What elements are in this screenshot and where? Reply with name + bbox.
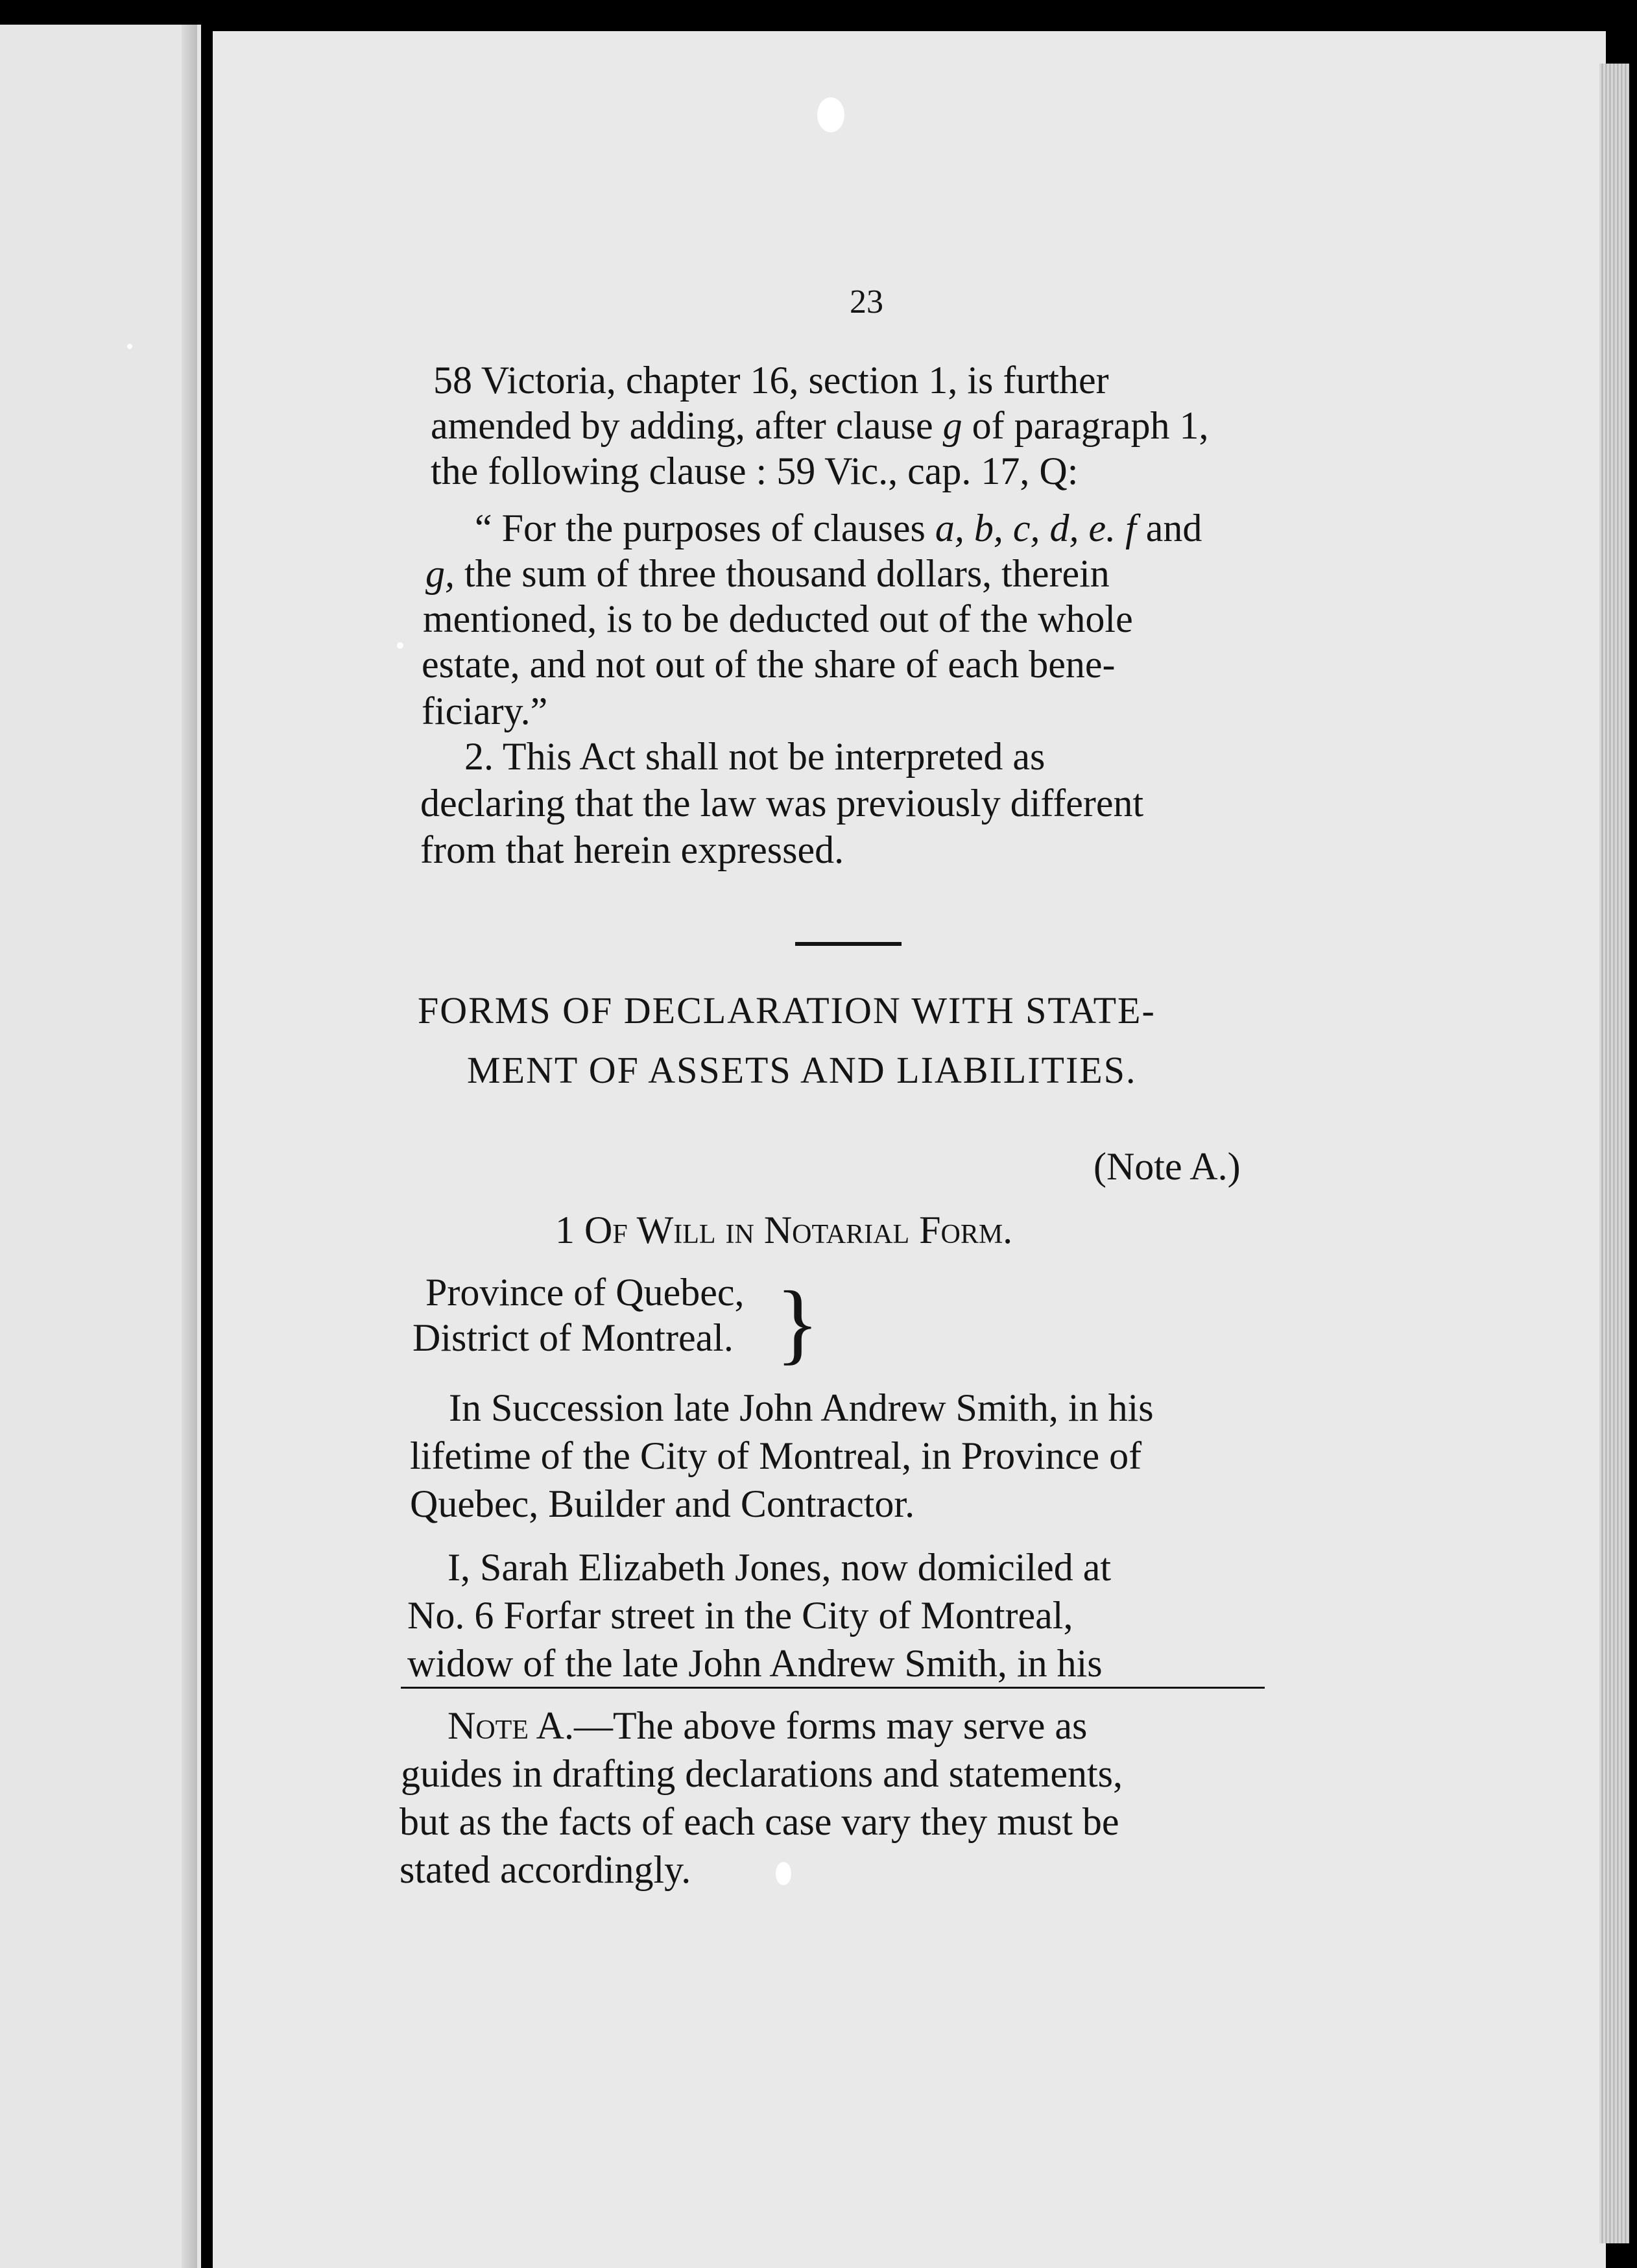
scan-speck <box>397 642 403 649</box>
note-reference: (Note A.) <box>1093 1145 1241 1188</box>
body-line: amended by adding, after clause g of paragraph 1, <box>431 404 1209 447</box>
section-heading: FORMS OF DECLARATION WITH STATE- <box>418 989 1156 1031</box>
body-line: lifetime of the City of Montreal, in Province of <box>410 1434 1142 1477</box>
footnote-line: but as the facts of each case vary they must be <box>400 1800 1119 1843</box>
caption-line: Province of Quebec, <box>425 1271 745 1314</box>
quote-line: ficiary.” <box>422 690 548 732</box>
subheading: 1 Of Will in Notarial Form. <box>555 1209 1013 1251</box>
section-heading: MENT OF ASSETS AND LIABILITIES. <box>467 1049 1137 1091</box>
footnote-rule <box>401 1687 1265 1689</box>
footnote-line: guides in drafting declarations and statements, <box>401 1752 1123 1795</box>
body-line: widow of the late John Andrew Smith, in his <box>407 1642 1103 1685</box>
quote-line: mentioned, is to be deducted out of the whole <box>423 597 1133 640</box>
footnote-line: Note A.—The above forms may serve as <box>448 1704 1088 1747</box>
quote-line: estate, and not out of the share of each bene- <box>422 643 1116 686</box>
body-line: In Succession late John Andrew Smith, in his <box>449 1386 1154 1429</box>
caption-brace: } <box>776 1273 820 1373</box>
body-line: from that herein expressed. <box>420 828 844 871</box>
left-page <box>0 25 201 2268</box>
body-line: 58 Victoria, chapter 16, section 1, is further <box>433 359 1109 402</box>
page-number: 23 <box>850 284 883 320</box>
body-line: Quebec, Builder and Contractor. <box>410 1482 915 1525</box>
page-stack-edge <box>1599 64 1629 2243</box>
section-divider <box>795 942 902 946</box>
left-page-edge <box>182 25 197 2268</box>
scan-speck <box>817 97 844 132</box>
body-line: No. 6 Forfar street in the City of Montreal, <box>407 1594 1073 1637</box>
body-line: 2. This Act shall not be interpreted as <box>464 735 1046 778</box>
body-line: I, Sarah Elizabeth Jones, now domiciled at <box>448 1546 1112 1589</box>
scan-speck <box>776 1862 791 1885</box>
body-line: the following clause : 59 Vic., cap. 17, Q: <box>431 450 1079 492</box>
body-line: declaring that the law was previously different <box>420 782 1144 825</box>
caption-line: District of Montreal. <box>412 1316 734 1359</box>
scan-speck <box>127 344 132 349</box>
quote-line: g, the sum of three thousand dollars, therein <box>425 552 1110 595</box>
footnote-line: stated accordingly. <box>400 1848 691 1891</box>
quote-line: “ For the purposes of clauses a, b, c, d, e. f and <box>475 507 1202 549</box>
